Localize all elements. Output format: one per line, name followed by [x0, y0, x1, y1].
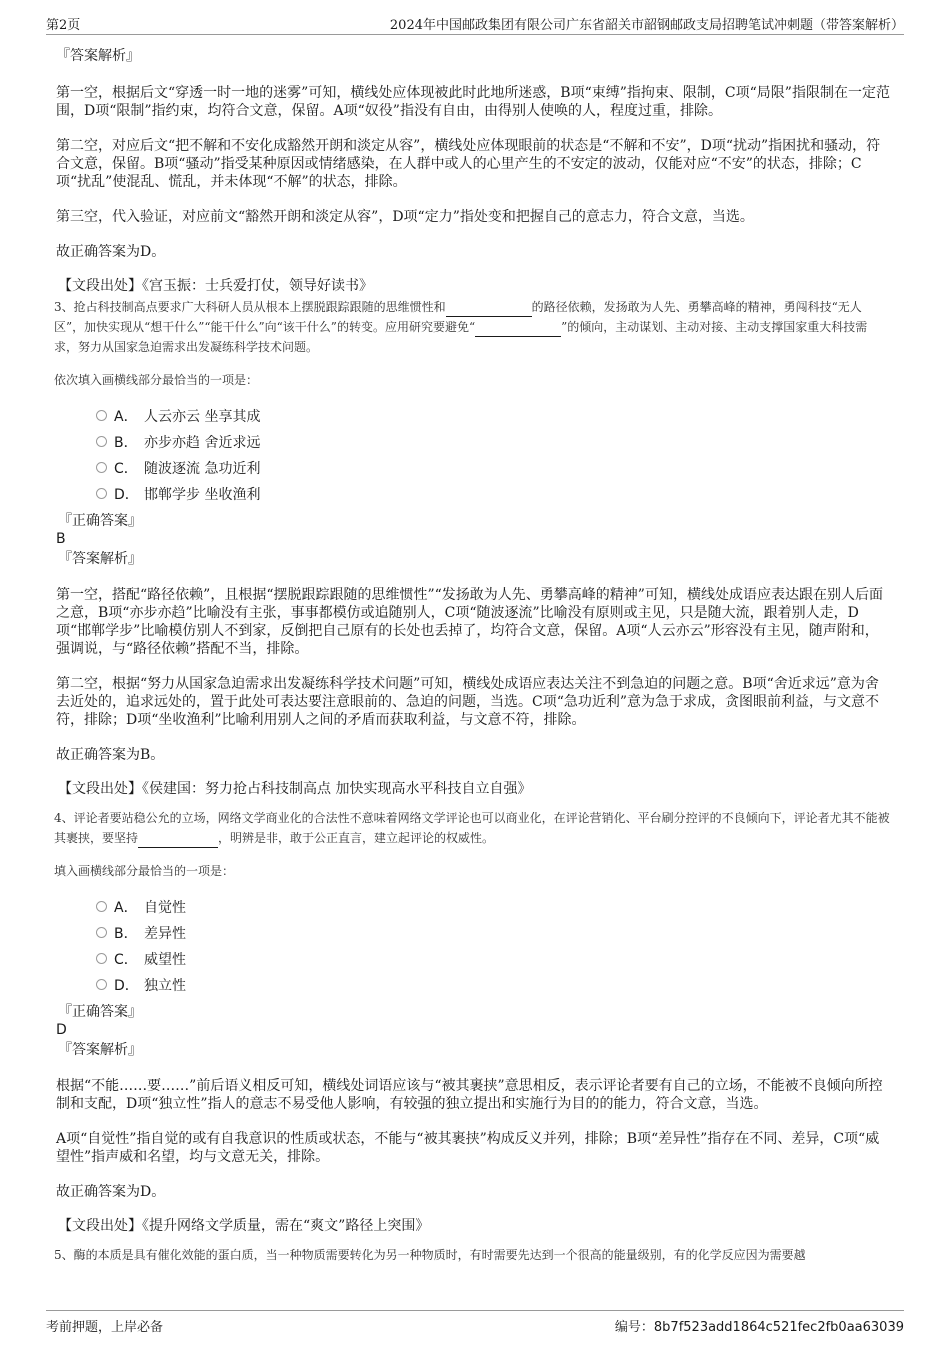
source-citation: 【文段出处】《侯建国：努力抢占科技制高点 加快实现高水平科技自立自强》 [58, 781, 532, 797]
option-a[interactable] [96, 893, 891, 919]
radio-icon[interactable] [96, 462, 107, 473]
page-header [46, 12, 904, 35]
radio-icon[interactable] [96, 901, 107, 912]
analysis-paragraph: 根据“不能……要……”前后语义相反可知，横线处词语应该与“被其裹挟”意思相反，表示评论者要有自己的立场，不能被不良倾向所控制和支配，D项“独立性”指人的意志不易受他人影响，有较强的独立提出和实施行为目的的能力，符合文意，当选。 [56, 1078, 883, 1112]
option-a[interactable] [96, 402, 891, 428]
option-d[interactable] [96, 480, 891, 506]
answer-conclusion: 故正确答案为D。 [56, 244, 166, 260]
analysis-paragraph: 第二空，根据“努力从国家急迫需求出发凝练科学技术问题”可知，横线处成语应表达关注不到急迫的问题之意。B项“舍近求远”意为舍去近处的，追求远处的，置于此处可表达要注意眼前的、急迫的问题，当选。C项“急功近利”意为急于求成，贪图眼前利益，与文意不符，排除；D项“坐收渔利”比喻利用别人之间的矛盾而获取利益，与文意不符，排除。 [56, 676, 880, 728]
analysis-paragraph: 第一空，搭配“路径依赖”，且根据“摆脱跟踪跟随的思维惯性”“发扬敢为人先、勇攀高峰的精神”可知，横线处成语应表达跟在别人后面之意，B项“亦步亦趋”比喻没有主张，事事都模仿或追随别人，C项“随波逐流”比喻没有原则或主见，只是随大流，跟着别人走，D项“邯郸学步”比喻模仿别人不到家，反倒把自己原有的长处也丢掉了，均符合文意，保留。A项“人云亦云”形容没有主见，随声附和，强调说，与“路径依赖”搭配不当，排除。 [56, 587, 883, 657]
option-c[interactable] [96, 454, 891, 480]
answer-conclusion: 故正确答案为D。 [56, 1184, 166, 1200]
code-label: 编号： [614, 1320, 654, 1335]
option-text: 威望性 [144, 952, 186, 968]
option-text: 差异性 [144, 926, 186, 942]
question-instruction: 填入画横线部分最恰当的一项是： [54, 864, 235, 878]
option-letter: D． [114, 978, 139, 994]
question-stem-text: ”的倾向，主动谋划、主动对接、主动支撑国家重大科技需求，努力从国家急迫需求出发凝练科学技术问题。 [54, 320, 868, 354]
analysis-label: 『答案解析』 [58, 1042, 142, 1058]
option-text: 随波逐流 急功近利 [144, 461, 261, 477]
question-stem [54, 297, 891, 357]
option-d[interactable] [96, 971, 891, 997]
document-title: 2024年中国邮政集团有限公司广东省韶关市韶钢邮政支局招聘笔试冲刺题（带答案解析） [389, 18, 904, 33]
question-stem-text: 的路径依赖，发扬敢为人先、勇攀高峰的精神，勇闯科技“无人区”，加快实现从“想干什么”“能干什么”向“该干什么”的转变。应用研究要避免“ [54, 300, 862, 334]
option-letter: A． [114, 409, 138, 425]
option-text: 亦步亦趋 舍近求远 [144, 435, 261, 451]
footer-slogan: 考前押题，上岸必备 [46, 1320, 164, 1335]
option-letter: C． [114, 952, 138, 968]
question-instruction: 依次填入画横线部分最恰当的一项是： [54, 373, 259, 387]
question-stem [54, 808, 891, 848]
source-citation: 【文段出处】《宫玉振：士兵爱打仗，领导好读书》 [58, 278, 373, 294]
radio-icon[interactable] [96, 488, 107, 499]
page-footer [46, 1310, 904, 1335]
option-b[interactable] [96, 919, 891, 945]
document-body [56, 40, 891, 1265]
analysis-label: 『答案解析』 [58, 551, 142, 567]
radio-icon[interactable] [96, 410, 107, 421]
option-c[interactable] [96, 945, 891, 971]
question-stem: 5、酶的本质是具有催化效能的蛋白质，当一种物质需要转化为另一种物质时，有时需要先达到一个很高的能量级别，有的化学反应因为需要越 [54, 1248, 806, 1262]
option-letter: C． [114, 461, 138, 477]
radio-icon[interactable] [96, 979, 107, 990]
correct-answer: B [56, 531, 66, 547]
analysis-paragraph: 第一空，根据后文“穿透一时一地的迷雾”可知，横线处应体现被此时此地所迷惑，B项“束缚”指拘束、限制，C项“局限”指限制在一定范围，D项“限制”指约束，均符合文意，保留。A项“奴役”指没有自由，由得别人使唤的人，程度过重，排除。 [56, 85, 890, 119]
option-text: 独立性 [144, 978, 186, 994]
option-text: 邯郸学步 坐收渔利 [144, 487, 261, 503]
analysis-paragraph: 第二空，对应后文“把不解和不安化成豁然开朗和淡定从容”，横线处应体现眼前的状态是“不解和不安”，D项“扰动”指困扰和骚动，符合文意，保留。B项“骚动”指受某种原因或情绪感染，在人群中或人的心里产生的不安定的波动，仅能对应“不安”的状态，排除；C项“扰乱”使混乱、慌乱，并未体现“不解”的状态，排除。 [56, 138, 881, 190]
option-text: 人云亦云 坐享其成 [144, 409, 261, 425]
radio-icon[interactable] [96, 436, 107, 447]
correct-answer: D [56, 1022, 67, 1038]
source-citation: 【文段出处】《提升网络文学质量，需在“爽文”路径上突围》 [58, 1218, 430, 1234]
fill-blank-1 [138, 833, 218, 848]
fill-blank-2 [475, 322, 561, 337]
analysis-paragraph: A项“自觉性”指自觉的或有自我意识的性质或状态，不能与“被其裹挟”构成反义并列，排除；B项“差异性”指存在不同、差异，C项“威望性”指声威和名望，均与文意无关，排除。 [56, 1131, 880, 1165]
document-code [615, 1316, 904, 1335]
option-letter: D． [114, 487, 139, 503]
option-text: 自觉性 [144, 900, 186, 916]
code-value: 8b7f523add1864c521fec2fb0aa63039 [653, 1320, 904, 1335]
analysis-label: 『答案解析』 [56, 48, 140, 64]
fill-blank-1 [446, 302, 532, 317]
page-number: 第2页 [46, 18, 81, 33]
question-stem-text: 4、评论者要站稳公允的立场，网络文学商业化的合法性不意味着网络文学评论也可以商业化，在评论营销化、平台刷分控评的不良倾向下，评论者尤其不能被其裹挟，要坚持 [54, 811, 890, 845]
option-letter: B． [114, 926, 138, 942]
answer-conclusion: 故正确答案为B。 [56, 747, 165, 763]
question-stem-text: ，明辨是非，敢于公正直言，建立起评论的权威性。 [218, 831, 495, 845]
option-list [56, 893, 891, 997]
correct-answer-label: 『正确答案』 [58, 1004, 142, 1020]
radio-icon[interactable] [96, 953, 107, 964]
question-stem-text: 3、抢占科技制高点要求广大科研人员从根本上摆脱跟踪跟随的思维惯性和 [54, 300, 446, 314]
option-letter: B． [114, 435, 138, 451]
analysis-paragraph: 第三空，代入验证，对应前文“豁然开朗和淡定从容”，D项“定力”指处变和把握自己的意志力，符合文意，当选。 [56, 209, 754, 225]
correct-answer-label: 『正确答案』 [58, 513, 142, 529]
option-letter: A． [114, 900, 138, 916]
option-list [56, 402, 891, 506]
radio-icon[interactable] [96, 927, 107, 938]
option-b[interactable] [96, 428, 891, 454]
